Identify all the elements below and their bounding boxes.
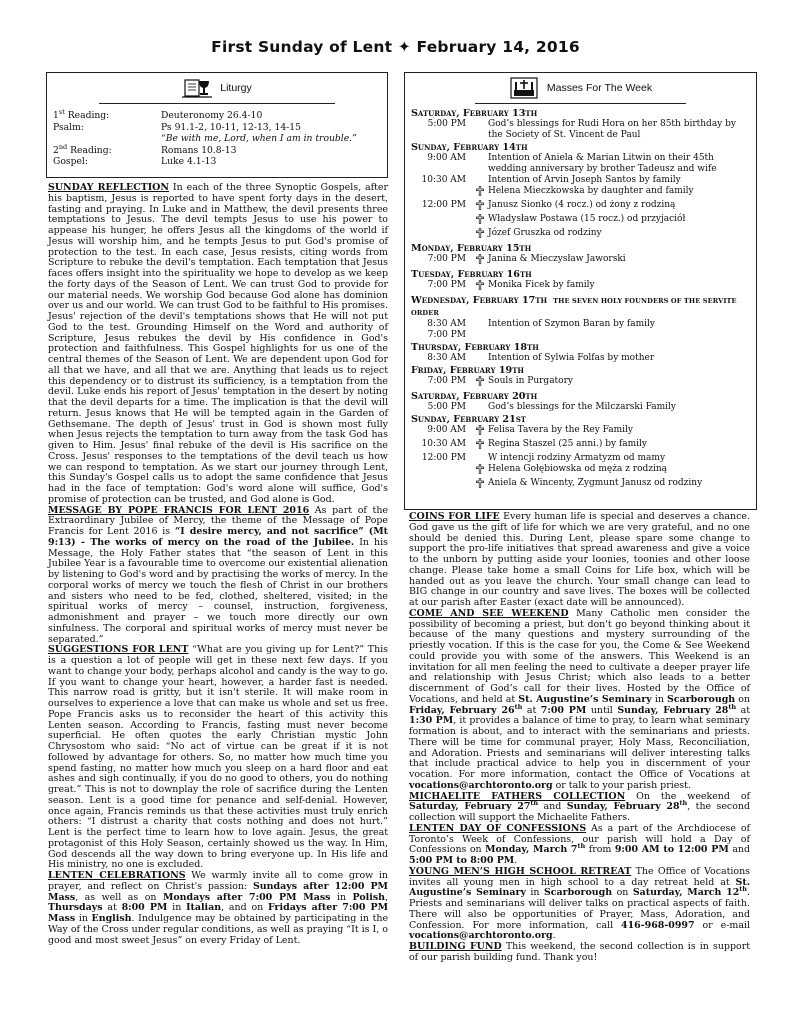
mass-intention-row: [411, 214, 750, 228]
liturgy-box: [46, 72, 388, 178]
mass-intention: Janina & Mieczysław Jaworski: [488, 254, 626, 264]
email-address[interactable]: vocations@archtoronto.org: [409, 779, 553, 791]
come-and-see-weekend: [409, 609, 750, 792]
reading-label: [53, 133, 161, 145]
email-address[interactable]: vocations@archtoronto.org: [409, 930, 553, 942]
mass-intention: Aniela & Wincenty, Zygmunt Janusz od rodziny: [488, 478, 703, 488]
section-emphasis: St. Augustine’s Seminary: [409, 876, 751, 899]
mass-day-heading: [411, 342, 750, 353]
section-emphasis: Polish: [352, 891, 386, 903]
mass-day-heading: [411, 142, 750, 153]
mass-day-label: Wednesday, February 17th: [411, 295, 548, 306]
mass-day-label: Sunday, February 21st: [411, 414, 527, 425]
mass-time: 8:30 AM: [427, 319, 466, 329]
memorial-cross-icon: [472, 376, 488, 390]
section-text: ,: [385, 891, 389, 903]
sunday-reflection: [48, 183, 388, 506]
mass-time: [411, 228, 472, 242]
section-emphasis: Fridays after 7:00 PM Mass: [48, 902, 389, 924]
mass-intention: Felisa Tavera by the Rey Family: [488, 425, 634, 435]
lenten-day-of-confessions: [409, 824, 750, 867]
mass-intention: [488, 330, 750, 341]
section-text: in: [336, 891, 347, 903]
mass-intention-row: [411, 376, 750, 390]
section-text: until: [590, 704, 613, 716]
reading-value: Ps 91.1-2, 10-11, 12-13, 14-15: [161, 121, 301, 133]
mass-intention: Józef Gruszka od rodziny: [488, 228, 602, 238]
mass-intention: Intention of Szymon Baran by family: [488, 319, 655, 329]
mass-intention-row: [411, 319, 750, 330]
section-emphasis: English: [91, 913, 132, 924]
section-emphasis: Italian: [186, 902, 222, 914]
section-text: This weekend, the second collection is in support of our parish building fund. Thank you!: [409, 941, 751, 963]
section-text: The Office of Vocations invites all young men in high school to a day retreat held at: [409, 865, 751, 888]
section-emphasis: 5:00 PM to 8:00 PM: [409, 855, 515, 866]
mass-intention-row: [411, 186, 750, 200]
section-text: , as well as on: [75, 891, 157, 903]
mass-intention: Janusz Sionko (4 rocz.) od żony z rodziną: [488, 200, 676, 210]
section-emphasis: Saturday, February 27: [409, 801, 531, 813]
mass-intention-row: [411, 464, 750, 478]
section-text: .: [514, 855, 518, 866]
mass-time: [411, 478, 472, 492]
mass-intention: God’s blessings for Rudi Hora on her 85th birthday by the Society of St. Vincent de Paul: [488, 119, 736, 140]
spacer: [472, 175, 488, 186]
section-heading: MESSAGE BY POPE FRANCIS FOR LENT 2016: [48, 504, 310, 516]
mass-day-label: Monday, February 15th: [411, 243, 532, 254]
lenten-celebrations: [48, 871, 388, 946]
section-text: On the weekend of: [636, 790, 750, 802]
section-heading: COME AND SEE WEEKEND: [409, 607, 569, 619]
mass-time: 9:00 AM: [427, 153, 466, 163]
section-text: “What are you giving up for Lent?” This is a question a lot of people will get in these next few days. If you want to change your body, perhaps alcohol and candy is the way to go. If you want to change your heart, however, a harder fast is needed. This narrow road is gritty, but it isn't sterile. It will make room in ourselves to experience a love that can make us whole and set us free. Pope Francis asks us to reconsider the heart of this activity this Lenten season. According to Francis, fasting must never become superficial. He often quotes the early Christian mystic John Chrysostom who said: “No act of virtue can be great if it is not followed by advantage for others. So, no matter how much time you spend fasting, no matter how much you sleep on a hard floor and eat ashes and sigh continually, if you do no good to others, you do nothing great.” This is not to downplay the role of sacrifice during the Lenten season. Lent is a good time for penance and self-denial. However, once again, Francis reminds us that these activities must truly enrich others: “I distrust a charity that costs nothing and does not hurt.” Lent is the perfect time to learn how to love again. Jesus, the great protagonist of this Holy Season, certainly showed us the way. In Him, God descends all the way down to bring everyone up. In His life and His ministry, no one is excluded.: [48, 644, 389, 871]
mass-intention: Władysław Postawa (15 rocz.) od przyjaciół: [488, 214, 686, 224]
ordinal-suffix: th: [679, 799, 688, 808]
section-text: and: [732, 844, 751, 856]
ordinal-suffix: th: [530, 799, 539, 808]
mass-intention-row: [411, 200, 750, 214]
pope-message: [48, 506, 388, 646]
mass-intention-row: [411, 439, 750, 453]
masses-header: [475, 73, 686, 104]
reading-row: [53, 107, 381, 122]
section-emphasis: St. Augustine’s Seminary: [518, 693, 652, 705]
section-text: .: [552, 930, 556, 942]
section-text: Every human life is special and deserves a chance. God gave us the gift of life for which we are very grateful, and no one should be denied this. During Lent, please spare some change to support the pro-life initiatives that spread awareness and give a voice to the unborn by putting aside your loonies, toonies and other loose change. Please take home a small Coins for Life box, which will be handed out as you leave the church. Your small change can lead to BIG change in our country and save lives. The boxes will be collected at our parish after Easter (exact date will be announced).: [409, 511, 750, 608]
section-emphasis: Scarborough: [543, 887, 613, 899]
ordinal-suffix: th: [577, 842, 586, 851]
altar-icon: [509, 76, 539, 100]
section-text: , the second collection will support the Michaelite Fathers.: [409, 801, 751, 823]
suggestions-for-lent: [48, 645, 388, 871]
mass-day-heading: [411, 108, 750, 119]
memorial-cross-icon: [472, 214, 488, 228]
section-text: or e-mail: [702, 919, 750, 931]
section-emphasis: 1:30 PM: [409, 715, 454, 727]
mass-day-heading: [411, 269, 750, 280]
mass-intention: Helena Gołębiowska od męża z rodziną: [488, 464, 668, 474]
section-emphasis: Friday, February 26: [409, 704, 515, 716]
building-fund: [409, 942, 750, 964]
section-heading: LENTEN DAY OF CONFESSIONS: [409, 822, 587, 834]
section-text: As a part of the Archdiocese of Toronto’s Week of Confessions, our parish will hold a Day of Confessions on: [409, 822, 750, 856]
mass-intention-row: [411, 478, 750, 492]
mass-time: 5:00 PM: [427, 119, 466, 129]
mass-time: 12:00 PM: [421, 200, 466, 210]
mass-intention: Helena Mieczkowska by daughter and family: [488, 186, 694, 196]
section-emphasis: “I desire mercy, and not sacrifice” (Mt 9:13) - The works of mercy on the road of the Jubilee.: [48, 526, 389, 548]
mass-day-heading: [411, 365, 750, 376]
spacer: [472, 330, 488, 341]
section-text: in: [172, 902, 182, 914]
feast-note: THE SEVEN HOLY FOUNDERS OF THE SERVITE ORDER: [411, 297, 737, 317]
mass-day-label: Saturday, February 13th: [411, 108, 538, 119]
memorial-cross-icon: [472, 186, 488, 200]
mass-time: [411, 214, 472, 228]
high-school-retreat: [409, 867, 750, 942]
section-emphasis: 7:00 PM: [540, 704, 587, 716]
masses-box: [404, 72, 757, 510]
masses-list: [405, 104, 756, 492]
section-emphasis: Scarborough: [667, 693, 736, 705]
chalice-book-icon: [182, 76, 212, 100]
mass-time: 5:00 PM: [427, 402, 466, 412]
section-emphasis: Sunday, February 28: [617, 704, 729, 716]
section-text: on: [738, 693, 751, 705]
left-column: [48, 183, 388, 946]
michaelite-collection: [409, 792, 750, 824]
reading-row: [53, 142, 381, 157]
section-heading: MICHAELITE FATHERS COLLECTION: [409, 790, 626, 802]
mass-intention-row: [411, 254, 750, 268]
memorial-cross-icon: [472, 200, 488, 214]
section-text: at: [107, 902, 117, 914]
mass-intention-row: [411, 425, 750, 439]
section-text: In each of the three Synoptic Gospels, after his baptism, Jesus is reported to have spent forty days in the desert, fasting and praying. In Luke and in Matthew, the devil presents three temptations to Jesus. The devil tempts Jesus to use his power to appease his hunger, he offers Jesus all the kingdoms of the world if Jesus will worship him, and he tempts Jesus to put God's promise of protection to the test. In each case, Jesus resists, citing words from Scripture to rebuke the devil's temptation. Each temptation that Jesus faces offers insight into the spirituality we hope to develop as we keep the forty days of the Season of Lent. We can trust God to provide for our material needs. We worship God because God alone has dominion over us and our world. We can trust God to be faithful to His promises. Jesus' rejection of the devil's temptations shows that He will not put God to the test. Grounding Himself on the Word and authority of Scripture, Jesus rebukes the devil by His confidence in God's protection and faithfulness. This Gospel highlights for us one of the central themes of the Season of Lent. We are dependent upon God for all that we have, and all that we are. Anything that leads us to reject this dependency or to distrust its sufficiency, is a temptation from the devil. Luke ends his report of Jesus' temptation in the desert by noting that the devil departs for a time. The implication is that the devil will return. Jesus knows that He will be tempted again in the Garden of Gethsemane. The depth of Jesus' trust in God is shown most fully when Jesus rejects the temptation to turn away from the task God has given to Him. Jesus' final rebuke of the devil is His sacrifice on the Cross. Jesus' responses to the temptations of the devil teach us how we can respond to temptation. As we start our journey through Lent, this Sunday's Gospel calls us to adopt the same confidence that Jesus had in the face of temptation: God's word alone will suffice, God's promise of protection can be trusted, and God alone is God.: [48, 182, 389, 505]
mass-intention: Intention of Sylwia Folfas by mother: [488, 353, 655, 363]
section-emphasis: Monday, March 7: [485, 844, 578, 856]
reading-row: [53, 122, 381, 134]
section-heading: SUGGESTIONS FOR LENT: [48, 644, 189, 656]
mass-intention: W intencji rodziny Armatyzm od mamy: [488, 453, 666, 463]
mass-time: 7:00 PM: [427, 254, 466, 264]
section-heading: YOUNG MEN’S HIGH SCHOOL RETREAT: [409, 865, 632, 877]
mass-time: 10:30 AM: [421, 439, 466, 449]
section-text: We warmly invite all to come grow in prayer, and reflect on Christ's passion:: [48, 870, 389, 892]
ordinal-suffix: th: [739, 885, 748, 894]
section-emphasis: Saturday, March 12: [632, 887, 740, 899]
liturgy-header: [99, 73, 335, 104]
mass-time: 9:00 AM: [427, 425, 466, 435]
section-text: , and on: [221, 902, 264, 914]
spacer: [472, 119, 488, 141]
section-text: . Priests and seminarians will deliver talks on practical aspects of faith. There will also be opportunities of Prayer, Mass, Adoration, and Confession. For more information, call: [409, 887, 751, 931]
mass-intention-row: [411, 119, 750, 141]
memorial-cross-icon: [472, 280, 488, 294]
spacer: [472, 453, 488, 464]
section-heading: BUILDING FUND: [409, 941, 502, 952]
section-text: Many Catholic men consider the possibility of becoming a priest, but don't go beyond thinking about it because of the many questions and mystery surrounding of the priestly vocation. If this is the case for you, the Come & See Weekend could provide you with some of the answers. This Weekend is an invitation for all men feeling the need to cultivate a deeper prayer life and relationship with Jesus Christ; which also leads to a better discernment of God’s call for their lives. Hosted by the Office of Vocations, and held at: [409, 607, 750, 705]
reading-label: Gospel:: [53, 156, 88, 168]
mass-intention-row: [411, 280, 750, 294]
reading-label: Psalm:: [53, 121, 84, 133]
phone-number[interactable]: 416-968-0997: [621, 919, 695, 931]
mass-intention-row: [411, 175, 750, 186]
reading-value: Luke 4.1-13: [161, 156, 217, 168]
section-emphasis: Thursdays: [48, 902, 103, 914]
mass-day-label: Friday, February 19th: [411, 365, 525, 376]
mass-day-heading: [411, 414, 750, 425]
memorial-cross-icon: [472, 425, 488, 439]
masses-heading: Masses For The Week: [546, 82, 653, 94]
mass-intention: Monika Ficek by family: [488, 280, 595, 290]
right-column: [409, 512, 750, 964]
spacer: [472, 402, 488, 413]
mass-intention-row: [411, 353, 750, 364]
mass-day-label: Sunday, February 14th: [411, 142, 528, 153]
memorial-cross-icon: [472, 228, 488, 242]
psalm-response-row: [53, 133, 381, 145]
mass-intention-row: [411, 330, 750, 341]
reading-label: 2nd Reading:: [53, 142, 112, 156]
mass-intention-row: [411, 453, 750, 464]
spacer: [472, 153, 488, 175]
mass-intention: Souls in Purgatory: [488, 376, 573, 386]
section-emphasis: 8:00 PM: [121, 902, 168, 914]
mass-intention: Regina Staszel (25 anni.) by family: [488, 439, 648, 449]
memorial-cross-icon: [472, 254, 488, 268]
section-emphasis: Sundays after 12:00 PM Mass: [48, 880, 389, 903]
section-text: and: [543, 801, 562, 813]
liturgy-heading: Liturgy: [220, 82, 252, 94]
mass-day-label: Thursday, February 18th: [411, 342, 539, 353]
mass-intention: God’s blessings for the Milczarski Family: [488, 402, 676, 412]
memorial-cross-icon: [472, 464, 488, 478]
section-text: from: [588, 844, 612, 856]
section-text: or talk to your parish priest.: [555, 779, 691, 791]
section-text: in: [654, 693, 664, 705]
mass-day-label: Tuesday, February 16th: [411, 269, 532, 280]
mass-day-label: Saturday, February 20th: [411, 391, 538, 402]
page-title: First Sunday of Lent ✦ February 14, 2016: [211, 38, 580, 56]
section-text: As part of the Extraordinary Jubilee of Mercy, the theme of the Message of Pope Francis for Lent 2016 is: [48, 504, 388, 537]
reading-value: Romans 10.8-13: [161, 144, 237, 156]
spacer: [472, 353, 488, 364]
mass-time: 7:00 PM: [427, 330, 466, 340]
section-text: , it provides a balance of time to pray, to learn what seminary formation is about, and to interact with the seminarians and priests. There will be time for communal prayer, Holy Mass, Reconciliation, and Adoration. Priests and seminarians will deliver interesting talks that include practical advice to help you in discernment of your vocation. For more information, contact the Office of Vocations at: [409, 715, 750, 780]
section-text: in: [530, 887, 540, 899]
section-text: at: [740, 704, 751, 716]
section-text: . Indulgence may be obtained by participating in the Way of the Cross under regular conditions, as well as praying “It is I, o good and most sweet Jesus” on every Friday of Lent.: [48, 913, 389, 946]
reading-label: 1st Reading:: [53, 107, 110, 121]
mass-time: 8:30 AM: [427, 353, 466, 363]
mass-intention: Intention of Aniela & Marian Litwin on their 45th wedding anniversary by brother Tadeusz and wife: [488, 153, 717, 174]
mass-time: 10:30 AM: [421, 175, 466, 185]
mass-intention-row: [411, 228, 750, 242]
section-emphasis: Sunday, February 28: [566, 801, 680, 813]
mass-day-heading: [411, 391, 750, 402]
ordinal-suffix: th: [728, 702, 737, 711]
reading-row: [53, 156, 381, 168]
mass-time: 7:00 PM: [427, 280, 466, 290]
section-text: In his Message, the Holy Father states that “the season of Lent in this Jubilee Year is a favourable time to overcome our existential alienation by listening to God's word and by practising the works of mercy. In the corporal works of mercy we touch the flesh of Christ in our brothers and sisters who need to be fed, clothed, sheltered, visited; in the spiritual works of mercy – counsel, instruction, forgiveness, admonishment and prayer – we touch more directly our own sinfulness. The corporal and spiritual works of mercy must never be separated.”: [48, 536, 388, 645]
reading-value: Deuteronomy 26.4-10: [161, 110, 263, 121]
memorial-cross-icon: [472, 478, 488, 492]
mass-day-heading: [411, 243, 750, 254]
mass-intention: Intention of Arvin Joseph Santos by family: [488, 175, 681, 185]
liturgy-readings: [47, 104, 387, 168]
memorial-cross-icon: [472, 439, 488, 453]
mass-day-heading: [411, 295, 750, 319]
mass-time: 12:00 PM: [421, 453, 466, 463]
section-heading: COINS FOR LIFE: [409, 511, 500, 522]
section-emphasis: Mondays after 7:00 PM Mass: [162, 891, 331, 903]
psalm-response: “Be with me, Lord, when I am in trouble.”: [161, 133, 357, 145]
section-text: on: [616, 887, 629, 899]
section-text: in: [78, 913, 88, 924]
ordinal-suffix: th: [514, 702, 523, 711]
section-heading: LENTEN CELEBRATIONS: [48, 870, 186, 881]
spacer: [472, 319, 488, 330]
mass-time: 7:00 PM: [427, 376, 466, 386]
mass-time: [411, 464, 472, 478]
coins-for-life: [409, 512, 750, 609]
mass-intention-row: [411, 402, 750, 413]
section-emphasis: 9:00 AM to 12:00 PM: [614, 844, 729, 856]
section-text: at: [526, 704, 537, 716]
section-heading: SUNDAY REFLECTION: [48, 182, 169, 193]
mass-time: [411, 186, 472, 200]
mass-intention-row: [411, 153, 750, 175]
